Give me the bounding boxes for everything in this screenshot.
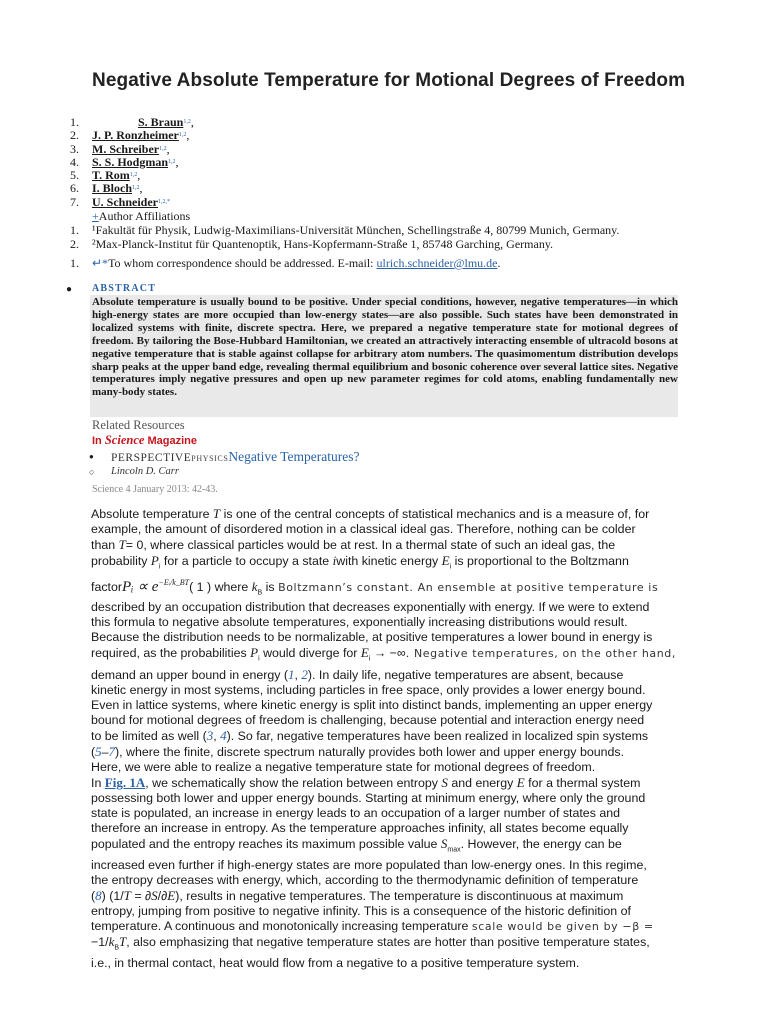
author-item [70,156,194,169]
return-arrow-icon[interactable]: ↵* [92,256,109,270]
affiliation-item [70,237,619,251]
author-link[interactable]: S. Braun [138,115,184,129]
separator: , [190,115,194,129]
affiliation-sup[interactable]: 1,2,* [158,198,170,205]
author-item [70,143,194,156]
list-number: 1. [70,115,79,129]
correspondence-text: To whom correspondence should be addressed. E-mail: [108,256,377,270]
affiliation-item [70,223,619,237]
figure-link[interactable]: Fig. 1A [104,775,146,791]
list-number: 6. [70,181,79,196]
affiliation-text: ¹Fakultät für Physik, Ludwig-Maximilians-Universität München, Schellingstraße 4, 80799 Munich, Germany. [92,223,620,237]
list-number: 1. [70,223,79,237]
list-number: 4. [70,154,79,169]
reference-link[interactable]: 7 [108,744,116,760]
disc-bullet-icon: ● [66,284,73,295]
list-number: 2. [70,128,79,143]
expand-plus-icon[interactable]: + [92,209,99,223]
author-link[interactable]: S. S. Hodgman [92,154,169,169]
author-affiliations-toggle[interactable] [92,209,190,224]
abstract-heading[interactable]: ABSTRACT [92,283,157,294]
separator: , [175,154,179,169]
list-number: 7. [70,194,79,209]
author-link[interactable]: U. Schneider [92,194,158,209]
affiliation-sup[interactable]: 1,2 [159,145,167,152]
circle-bullet-icon: ○ [89,467,95,477]
author-item [70,169,194,182]
boltzmann-formula: Pᵢ ∝ $e^{-Eᵢ/k\_BT}$ [122,577,190,595]
author-item [70,182,194,195]
email-link[interactable]: ulrich.schneider@lmu.de [376,256,498,270]
reference-link[interactable]: 3 [206,728,214,744]
author-item [70,196,194,209]
separator: , [186,128,190,143]
affiliation-text: ²Max-Planck-Institut für Quantenoptik, Hans-Kopfermann-Straße 1, 85748 Garching, Germany. [92,237,554,251]
list-number: 1. [70,256,79,270]
author-link[interactable]: T. Rom [92,168,130,183]
author-item [70,129,194,142]
citation: Science 4 January 2013: 42-43. [92,484,218,495]
label-science: Science [104,433,145,447]
body-paragraph: In Fig. 1A, we schematically show the relation between entropy S and energy E for a thermal system possessing both lower and upper energy bounds. Starting at minimum energy, where only the ground state is populated, an increase in energy leads to an occupation of a larger number of states and therefore an increase in entropy. As the temperature approaches infinity, all states become equally populated and the entropy reaches its maximum possible value $S_{max}$. However, the energy can be increased even further if high-energy states are more populated than low-energy ones. In this regime, the entropy decreases with energy, which, according to the thermodynamic definition of temperature (8) (1/T = ∂S/∂E), results in negative temperatures. The temperature is discontinuous at maximum entropy, jumping from positive to negative infinity. This is a consequence of the historic definition of temperature. A continuous and monotonically increasing temperature scale would be given by −β = $-1/k_BT$, also emphasizing that negative temperature states are hotter than positive temperature states, i.e., in thermal contact, heat would flow from a negative to a positive temperature system. [91,775,654,970]
separator: , [139,181,143,196]
perspective-link[interactable] [111,448,360,466]
reference-link[interactable]: 2 [301,666,308,682]
author-item [70,116,194,129]
author-link[interactable]: I. Bloch [92,181,133,196]
reference-link[interactable]: 1 [288,666,295,682]
article-title: Negative Absolute Temperature for Motional Degrees of Freedom [92,70,686,91]
separator: , [166,141,170,156]
perspective-field: PHYSICS [191,454,229,463]
perspective-author: Lincoln D. Carr [111,466,179,477]
author-list [70,116,194,209]
affiliation-sup[interactable]: 1,2 [132,185,140,192]
perspective-type: PERSPECTIVE [111,452,192,464]
affiliation-sup[interactable]: 1,2 [168,158,176,165]
separator: , [137,168,141,183]
affiliation-sup[interactable]: 1,2 [129,172,138,179]
body-paragraph: Absolute temperature T is one of the central concepts of statistical mechanics and is a measure of, for example, the amount of disordered motion in a classical ideal gas. Therefore, nothing can be colder than T= 0, where classical particles would be at rest. In a thermal state of such an ideal gas, the probability $P_i$ for a particle to occupy a state iwith kinetic energy $E_i$ is proportional to the Boltzmann factorPᵢ ∝ $e^{-Eᵢ/k\_BT}$( 1 ) where $k_B$ is Boltzmann’s constant. An ensemble at positive temperature is described by an occupation distribution that decreases exponentially with energy. If we were to extend this formula to negative absolute temperatures, exponentially increasing distributions would result. Because the distribution needs to be normalizable, at positive temperatures a lower bound in energy is required, as the probabilities $P_i$ would diverge for $E_i$ → −∞. Negative temperatures, on the other hand, demand an upper bound in energy (1, 2). In daily life, negative temperatures are absent, because kinetic energy in most systems, including particles in free space, only provides a lower energy bound. Even in lattice systems, where kinetic energy is split into distinct bands, implementing an upper energy bound for motional degrees of freedom is challenging, because potential and interaction energy need to be limited as well (3, 4). So far, negative temperatures have been realized in localized spin systems (5–7), where the finite, discrete spectrum naturally provides both lower and upper energy bounds. Here, we were able to realize a negative temperature state for motional degrees of freedom. [91,506,676,775]
in-science-magazine-label [92,433,197,448]
affiliations-toggle-label: Author Affiliations [98,209,191,223]
affiliation-sup[interactable]: 1,2 [178,132,187,139]
author-link[interactable]: J. P. Ronzheimer [92,128,179,143]
disc-bullet-icon: ● [89,452,94,461]
article-body [91,506,679,971]
label-magazine: Magazine [144,435,197,447]
reference-link[interactable]: 5 [95,744,102,760]
correspondence-note [70,256,501,271]
affiliation-list [70,223,619,251]
list-number: 5. [70,168,79,183]
related-resources-heading: Related Resources [92,418,185,432]
reference-link[interactable]: 8 [95,887,102,903]
affiliation-sup[interactable]: 1,2 [183,119,191,125]
abstract-text: Absolute temperature is usually bound to be positive. Under special conditions, however, negative temperatures—in which high-energy states are more occupied than low-energy states—are also possible. Such states have been demonstrated in localized systems with finite, discrete spectra. Here, we prepared a negative temperature state for motional degrees of freedom. By tailoring the Bose-Hubbard Hamiltonian, we created an attractively interacting ensemble of ultracold bosons at negative temperature that is stable against collapse for arbitrary atom numbers. The quasimomentum distribution develops sharp peaks at the upper band edge, revealing thermal equilibrium and bosonic coherence over several lattice sites. Negative temperatures imply negative pressures and open up new parameter regimes for cold atoms, enabling fundamentally new many-body states. [92,296,678,399]
list-number: 3. [70,141,79,156]
list-number: 2. [70,237,79,251]
label-in: In [92,435,105,447]
perspective-title-link[interactable]: Negative Temperatures? [228,449,360,464]
author-link[interactable]: M. Schreiber [92,141,160,156]
punctuation: . [497,256,501,270]
reference-link[interactable]: 4 [220,728,227,744]
